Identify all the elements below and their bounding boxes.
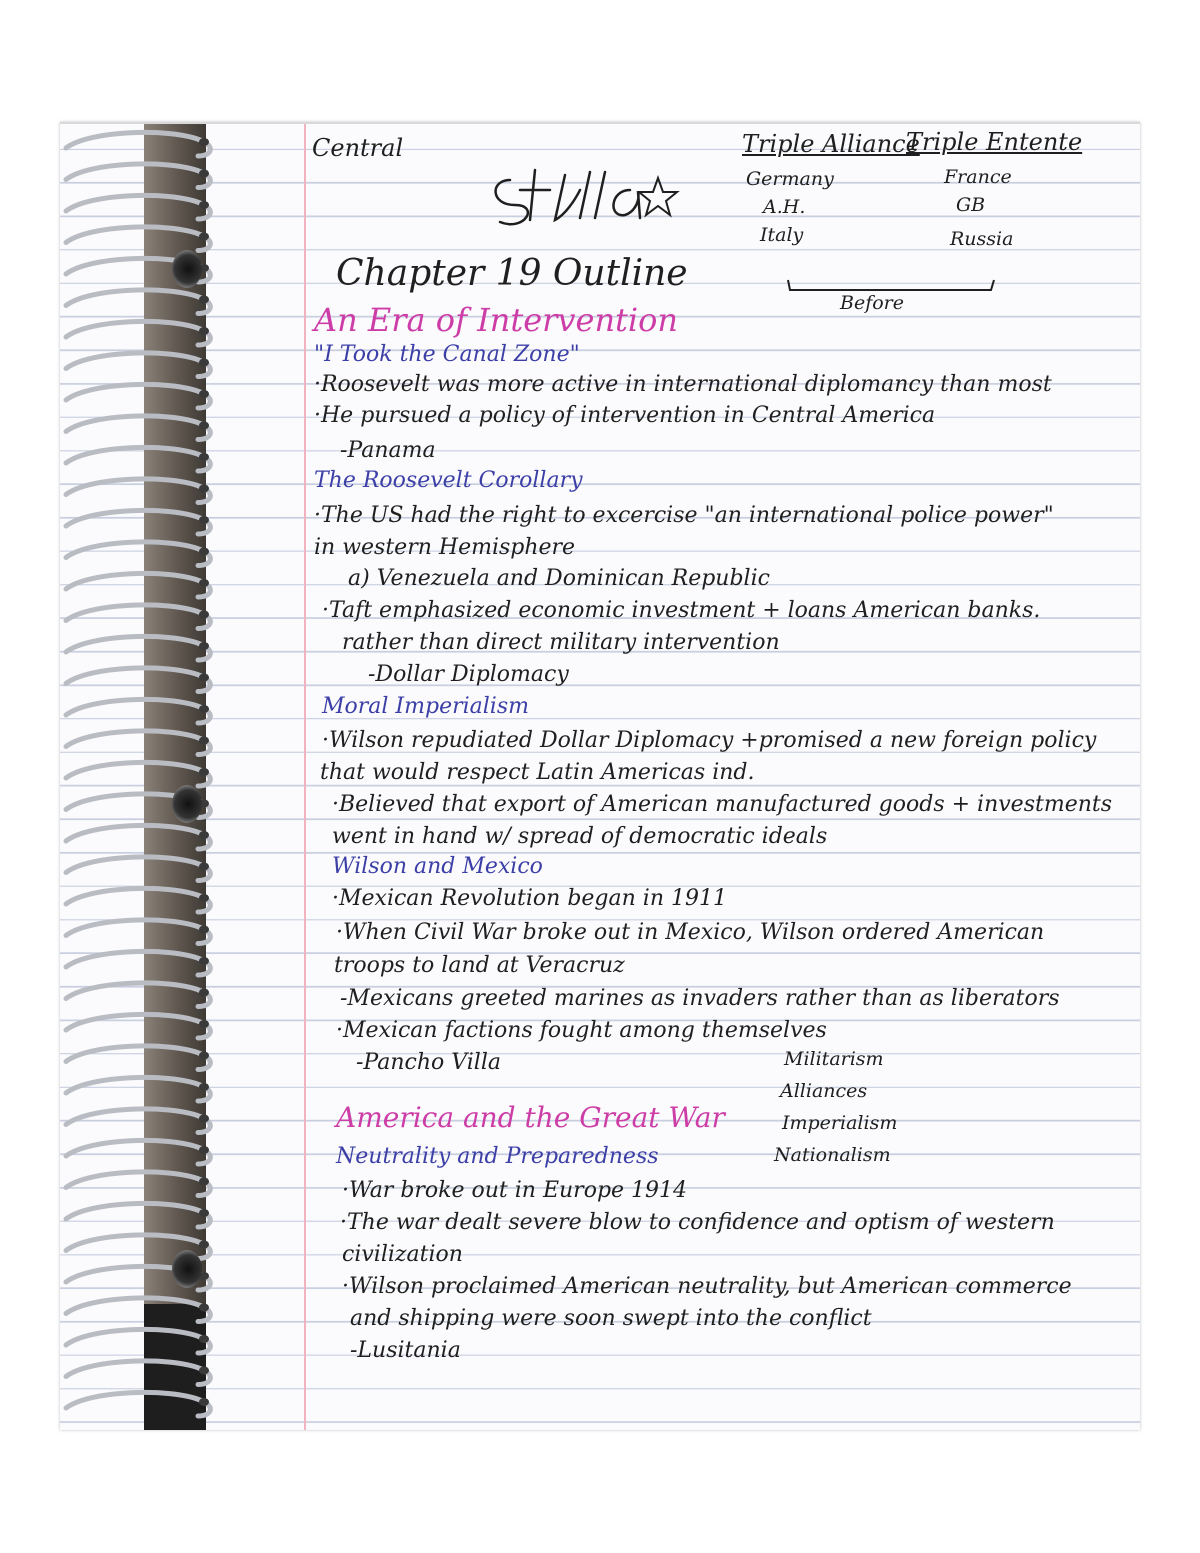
section-heading: An Era of Intervention [314,301,679,339]
spiral-coil [66,542,210,566]
coil-hole [199,579,209,587]
punch-hole-middle [172,785,202,823]
spiral-coil [66,164,210,188]
spiral-coil [66,920,210,944]
spiral-coil [66,731,210,755]
coil-hole [199,485,209,493]
spiral-coil [66,1140,210,1164]
spiral-coil [66,227,210,251]
note-line: -Dollar Diplomacy [368,662,569,687]
coil-hole [199,737,209,745]
punch-hole-bottom [172,1250,202,1288]
spiral-coil [66,983,210,1007]
note-line: -Mexicans greeted marines as invaders rather than as liberators [340,986,1060,1011]
note-line: ·War broke out in Europe 1914 [342,1178,688,1203]
spiral-coil [66,636,210,660]
acronym-item: Alliances [780,1080,868,1102]
note-line: rather than direct military intervention [342,630,780,655]
spiral-coil [66,951,210,975]
subsection-heading: Wilson and Mexico [332,854,543,879]
coil-hole [199,1052,209,1060]
coil-hole [199,170,209,178]
spiral-coil [66,1361,210,1385]
spiral-coil [66,1109,210,1133]
note-line: ·The war dealt severe blow to confidence and optism of western [340,1210,1055,1235]
coil-hole [199,989,209,997]
coil-hole [199,1209,209,1217]
coil-hole [199,1020,209,1028]
subsection-heading: "I Took the Canal Zone" [314,342,580,367]
coil-hole [199,1241,209,1249]
note-line: that would respect Latin Americas ind. [320,760,755,785]
spiral-coil [66,447,210,471]
coil-hole [199,359,209,367]
note-line: ·The US had the right to excercise "an international police power" [314,503,1054,528]
entente-member: Russia [950,228,1014,250]
subsection-heading: Neutrality and Preparedness [336,1144,659,1169]
triple-alliance-title: Triple Alliance [742,130,920,158]
spiral-coil [66,1203,210,1227]
coil-hole [199,894,209,902]
note-line: ·When Civil War broke out in Mexico, Wilson ordered American [336,920,1045,945]
spiral-coil [66,1014,210,1038]
spiral-coil [66,195,210,219]
spiral-coil [66,762,210,786]
note-line: ·Roosevelt was more active in international diplomancy than most [314,372,1052,397]
chapter-title: Chapter 19 Outline [336,253,688,294]
coil-hole [199,1335,209,1343]
acronym-item: Militarism [784,1048,884,1070]
alliance-member: Italy [760,224,804,246]
spiral-coil [66,857,210,881]
alliance-member: A.H. [763,196,806,218]
note-line: civilization [342,1242,463,1267]
coil-hole [199,926,209,934]
subsection-heading: Moral Imperialism [322,694,529,719]
coil-hole [199,422,209,430]
coil-hole [199,705,209,713]
signature-logo [480,160,680,240]
note-line: and shipping were soon swept into the conflict [350,1306,872,1331]
spiral-coil [66,573,210,597]
coil-hole [199,611,209,619]
acronym-item: Imperialism [782,1112,898,1134]
coil-hole [199,863,209,871]
coil-hole [199,768,209,776]
bracket-label: Before [840,292,905,314]
note-line: went in hand w/ spread of democratic ideals [332,824,828,849]
coil-hole [199,1304,209,1312]
coil-hole [199,296,209,304]
coil-hole [199,1115,209,1123]
note-line: ·Believed that export of American manufactured goods + investments [332,792,1113,817]
spiral-coil [66,479,210,503]
spiral-coil [66,888,210,912]
note-line: ·Wilson repudiated Dollar Diplomacy +promised a new foreign policy [322,728,1097,753]
coil-hole [199,138,209,146]
entente-member: GB [956,194,986,216]
spiral-coil [66,510,210,534]
margin-line [304,124,306,1430]
coil-hole [199,1367,209,1375]
coil-hole [199,831,209,839]
spiral-coil [66,1329,210,1353]
coil-hole [199,1178,209,1186]
spiral-coil [66,321,210,345]
spiral-coil [66,384,210,408]
coil-hole [199,233,209,241]
note-line: troops to land at Veracruz [334,953,625,978]
spiral-coil [66,668,210,692]
subsection-heading: The Roosevelt Corollary [314,468,583,493]
spiral-coil [66,1077,210,1101]
punch-hole-top [172,250,202,288]
spiral-coil [66,132,210,156]
note-line: ·Wilson proclaimed American neutrality, but American commerce [342,1274,1072,1299]
alliance-member: Germany [746,168,834,190]
spiral-coil [66,1046,210,1070]
coil-hole [199,327,209,335]
section-heading: America and the Great War [336,1101,725,1134]
coil-hole [199,201,209,209]
spiral-coil [66,353,210,377]
spiral-coil [66,290,210,314]
note-line: in western Hemisphere [314,535,576,560]
coil-hole [199,674,209,682]
coil-hole [199,642,209,650]
spiral-coil [66,416,210,440]
spiral-coil [66,1172,210,1196]
note-line: ·He pursued a policy of intervention in Central America [314,403,936,428]
spiral-binding [60,124,220,1430]
coil-hole [199,453,209,461]
note-line: ·Mexican factions fought among themselves [336,1018,827,1043]
entente-member: France [944,166,1012,188]
note-line: a) Venezuela and Dominican Republic [348,566,770,591]
triple-entente-title: Triple Entente [906,128,1083,156]
corner-word: Central [312,134,404,162]
coil-hole [199,1398,209,1406]
coil-hole [199,390,209,398]
spiral-coil [66,825,210,849]
coil-hole [199,548,209,556]
coil-hole [199,1083,209,1091]
coil-hole [199,516,209,524]
acronym-item: Nationalism [774,1144,891,1166]
note-line: -Panama [340,438,436,463]
spiral-coil [66,699,210,723]
note-line: -Lusitania [350,1338,461,1363]
note-line: ·Mexican Revolution began in 1911 [332,886,727,911]
coil-hole [199,957,209,965]
spiral-coil [66,605,210,629]
note-line: ·Taft emphasized economic investment + loans American banks. [322,598,1041,623]
spiral-coil [66,1392,210,1416]
note-line: -Pancho Villa [356,1050,501,1075]
coil-hole [199,1146,209,1154]
spiral-coil [66,1298,210,1322]
